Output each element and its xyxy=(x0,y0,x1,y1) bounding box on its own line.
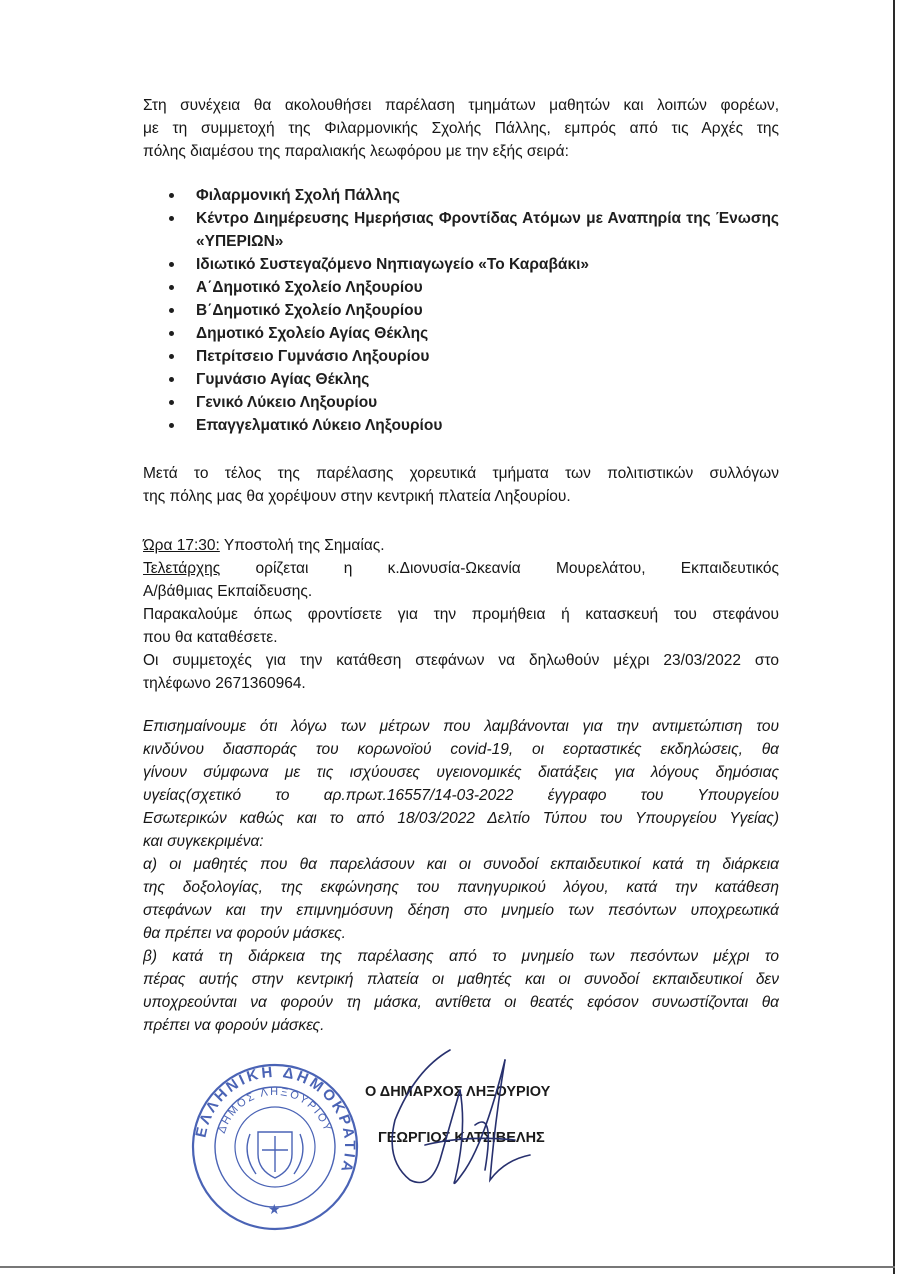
list-item: Γυμνάσιο Αγίας Θέκλης xyxy=(143,368,779,391)
municipal-seal xyxy=(190,1062,360,1232)
list-item: Β΄Δημοτικό Σχολείο Ληξουρίου xyxy=(143,299,779,322)
list-item: Ιδιωτικό Συστεγαζόμενο Νηπιαγωγείο «Το Καραβάκι» xyxy=(143,253,779,276)
covid-line: γίνουν σύμφωνα με τις ισχύουσες υγειονομικές διατάξεις για λόγους δημόσιας xyxy=(143,764,779,781)
covid-line: πρέπει να φορούν μάσκες. xyxy=(143,1017,325,1034)
intro-paragraph xyxy=(143,94,779,163)
covid-line: Εσωτερικών καθώς και το από 18/03/2022 Δελτίο Τύπου του Υπουργείου Υγείας) xyxy=(143,810,779,827)
wreath-line: που θα καταθέσετε. xyxy=(143,629,278,646)
covid-line: α) οι μαθητές που θα παρελάσουν και οι συνοδοί εκπαιδευτικοί κατά τη διάρκεια xyxy=(143,856,779,873)
mayor-title: Ο ΔΗΜΑΡΧΟΣ ΛΗΞΟΥΡΙΟΥ xyxy=(365,1084,551,1100)
mayor-name: ΓΕΩΡΓΙΟΣ ΚΑΤΣΙΒΕΛΗΣ xyxy=(378,1130,545,1146)
covid-line: της δοξολογίας, της εκφώνησης του πανηγυρικού λόγου, κατά την κατάθεση xyxy=(143,879,779,896)
intro-line: με τη συμμετοχή της Φιλαρμονικής Σχολής Πάλλης, εμπρός από τις Αρχές της xyxy=(143,120,779,137)
list-item: Γενικό Λύκειο Ληξουρίου xyxy=(143,391,779,414)
covid-line: και συγκεκριμένα: xyxy=(143,833,264,850)
deadline-paragraph xyxy=(143,649,779,695)
dance-paragraph xyxy=(143,462,779,508)
ceremony-paragraph xyxy=(143,557,779,603)
intro-line: Στη συνέχεια θα ακολουθήσει παρέλαση τμημάτων μαθητών και λοιπών φορέων, xyxy=(143,97,779,114)
dance-line: Μετά το τέλος της παρέλασης χορευτικά τμήματα των πολιτιστικών συλλόγων xyxy=(143,465,779,482)
covid-line: υποχρεούνται να φορούν τη μάσκα, αντίθετα οι θεατές εφόσον συνωστίζονται θα xyxy=(143,994,779,1011)
coat-of-arms-icon xyxy=(247,1132,303,1178)
covid-paragraph xyxy=(143,715,779,1037)
page-right-edge xyxy=(893,0,895,1274)
covid-line: κινδύνου διασποράς του κορωνοϊού covid-19, οι εορταστικές εκδηλώσεις, θα xyxy=(143,741,779,758)
wreath-line: Παρακαλούμε όπως φροντίσετε για την προμήθεια ή κατασκευή του στεφάνου xyxy=(143,606,779,623)
list-item xyxy=(143,207,779,253)
covid-line: β) κατά τη διάρκεια της παρέλασης από το μνημείο των πεσόντων μέχρι το xyxy=(143,948,779,965)
intro-line: πόλης διαμέσου της παραλιακής λεωφόρου με την εξής σειρά: xyxy=(143,143,569,160)
handwritten-signature xyxy=(355,1030,545,1205)
flag-time-label: Ώρα 17:30: xyxy=(143,537,220,554)
covid-line: θα πρέπει να φορούν μάσκες. xyxy=(143,925,346,942)
star-icon: ★ xyxy=(268,1202,281,1218)
covid-line: στεφάνων και την επιμνημόσυνη δέηση στο μνημείο των πεσόντων υποχρεωτικά xyxy=(143,902,779,919)
covid-line: υγείας(σχετικό το αρ.πρωτ.16557/14-03-2022 έγγραφο του Υπουργείου xyxy=(143,787,779,804)
flag-text: Υποστολή της Σημαίας. xyxy=(219,537,385,554)
wreath-paragraph xyxy=(143,603,779,649)
page-bottom-edge xyxy=(0,1266,895,1268)
dance-line: της πόλης μας θα χορέψουν στην κεντρική πλατεία Ληξουρίου. xyxy=(143,488,571,505)
list-item: Πετρίτσειο Γυμνάσιο Ληξουρίου xyxy=(143,345,779,368)
deadline-line: τηλέφωνο 2671360964. xyxy=(143,675,306,692)
list-item: Α΄Δημοτικό Σχολείο Ληξουρίου xyxy=(143,276,779,299)
list-item: Φιλαρμονική Σχολή Πάλλης xyxy=(143,184,779,207)
ceremony-line xyxy=(143,557,779,580)
ceremony-text: ορίζεται η κ.Διονυσία-Ωκεανία Μουρελάτου, Εκπαιδευτικός xyxy=(220,560,779,577)
deadline-line: Οι συμμετοχές για την κατάθεση στεφάνων να δηλωθούν μέχρι 23/03/2022 στο xyxy=(143,652,779,669)
seal-inner-text: ΔΗΜΟΣ ΛΗΞΟΥΡΙΟΥ xyxy=(215,1085,334,1136)
flag-lowering-line xyxy=(143,534,779,557)
covid-line: πέρας αυτής στην κεντρική πλατεία οι μαθητές και οι συνοδοί εκπαιδευτικοί δεν xyxy=(143,971,779,988)
ceremony-line: Α/βάθμιας Εκπαίδευσης. xyxy=(143,583,313,600)
list-item-text: Κέντρο Διημέρευσης Ημερήσιας Φροντίδας Ατόμων με Αναπηρία της Ένωσης «ΥΠΕΡΙΩΝ» xyxy=(196,210,779,250)
list-item: Δημοτικό Σχολείο Αγίας Θέκλης xyxy=(143,322,779,345)
ceremony-label: Τελετάρχης xyxy=(143,560,221,577)
covid-line: Επισημαίνουμε ότι λόγω των μέτρων που λαμβάνονται για την αντιμετώπιση του xyxy=(143,718,779,735)
list-item: Επαγγελματικό Λύκειο Ληξουρίου xyxy=(143,414,779,437)
parade-order-list xyxy=(143,184,779,437)
seal-outer-text: ΕΛΛΗΝΙΚΗ ΔΗΜΟΚΡΑΤΙΑ xyxy=(192,1063,359,1177)
